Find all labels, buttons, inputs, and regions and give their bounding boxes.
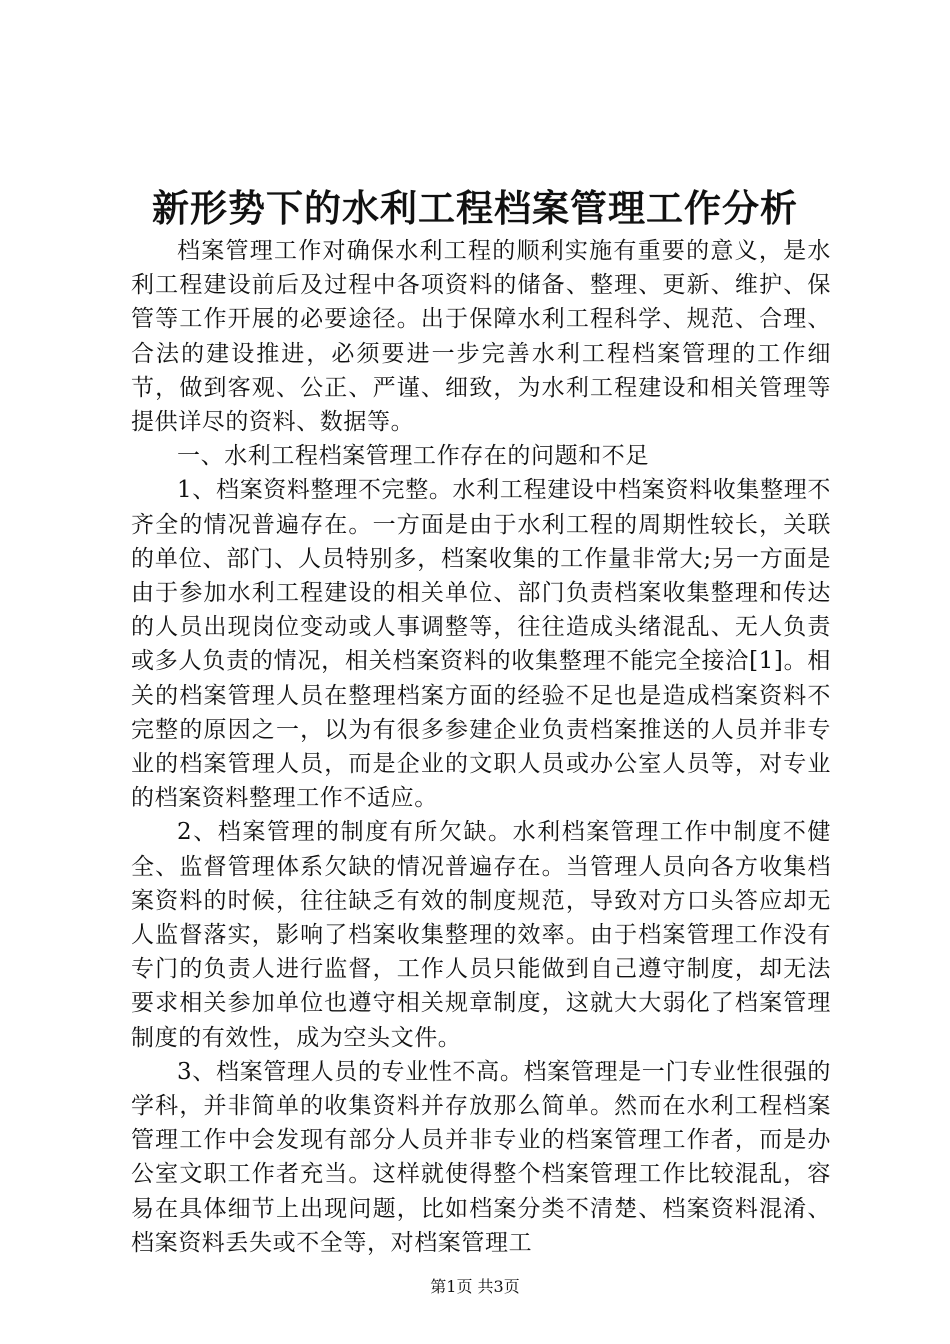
body-paragraph: 1、档案资料整理不完整。水利工程建设中档案资料收集整理不齐全的情况普遍存在。一方面是由于水利工程的周期性较长，关联的单位、部门、人员特别多，档案收集的工作量非常大;另一方面是由于参加水利工程建设的相关单位、部门负责档案收集整理和传达的人员出现岗位变动或人事调整等，往往造成头绪混乱、无人负责或多人负责的情况，相关档案资料的收集整理不能完全接洽[1]。相关的档案管理人员在整理档案方面的经验不足也是造成档案资料不完整的原因之一，以为有很多参建企业负责档案推送的人员并非专业的档案管理人员，而是企业的文职人员或办公室人员等，对专业的档案资料整理工作不适应。 [131,477,831,812]
page-number-footer: 第1页 共3页 [430,1277,520,1296]
document-title: 新形势下的水利工程档案管理工作分析 [152,186,798,230]
intro-paragraph: 档案管理工作对确保水利工程的顺利实施有重要的意义，是水利工程建设前后及过程中各项资料的储备、整理、更新、维护、保管等工作开展的必要途径。出于保障水利工程科学、规范、合理、合法的建设推进，必须要进一步完善水利工程档案管理的工作细节，做到客观、公正、严谨、细致，为水利工程建设和相关管理等提供详尽的资料、数据等。 [131,238,831,436]
body-paragraph: 2、档案管理的制度有所欠缺。水利档案管理工作中制度不健全、监督管理体系欠缺的情况普遍存在。当管理人员向各方收集档案资料的时候，往往缺乏有效的制度规范，导致对方口头答应却无人监督落实，影响了档案收集整理的效率。由于档案管理工作没有专门的负责人进行监督，工作人员只能做到自己遵守制度，却无法要求相关参加单位也遵守相关规章制度，这就大大弱化了档案管理制度的有效性，成为空头文件。 [131,819,831,1051]
document-body [131,234,831,1260]
body-paragraph: 3、档案管理人员的专业性不高。档案管理是一门专业性很强的学科，并非简单的收集资料并存放那么简单。然而在水利工程档案管理工作中会发现有部分人员并非专业的档案管理工作者，而是办公室文职工作者充当。这样就使得整个档案管理工作比较混乱，容易在具体细节上出现问题，比如档案分类不清楚、档案资料混淆、档案资料丢失或不全等，对档案管理工 [131,1058,831,1256]
section-heading: 一、水利工程档案管理工作存在的问题和不足 [177,443,649,470]
